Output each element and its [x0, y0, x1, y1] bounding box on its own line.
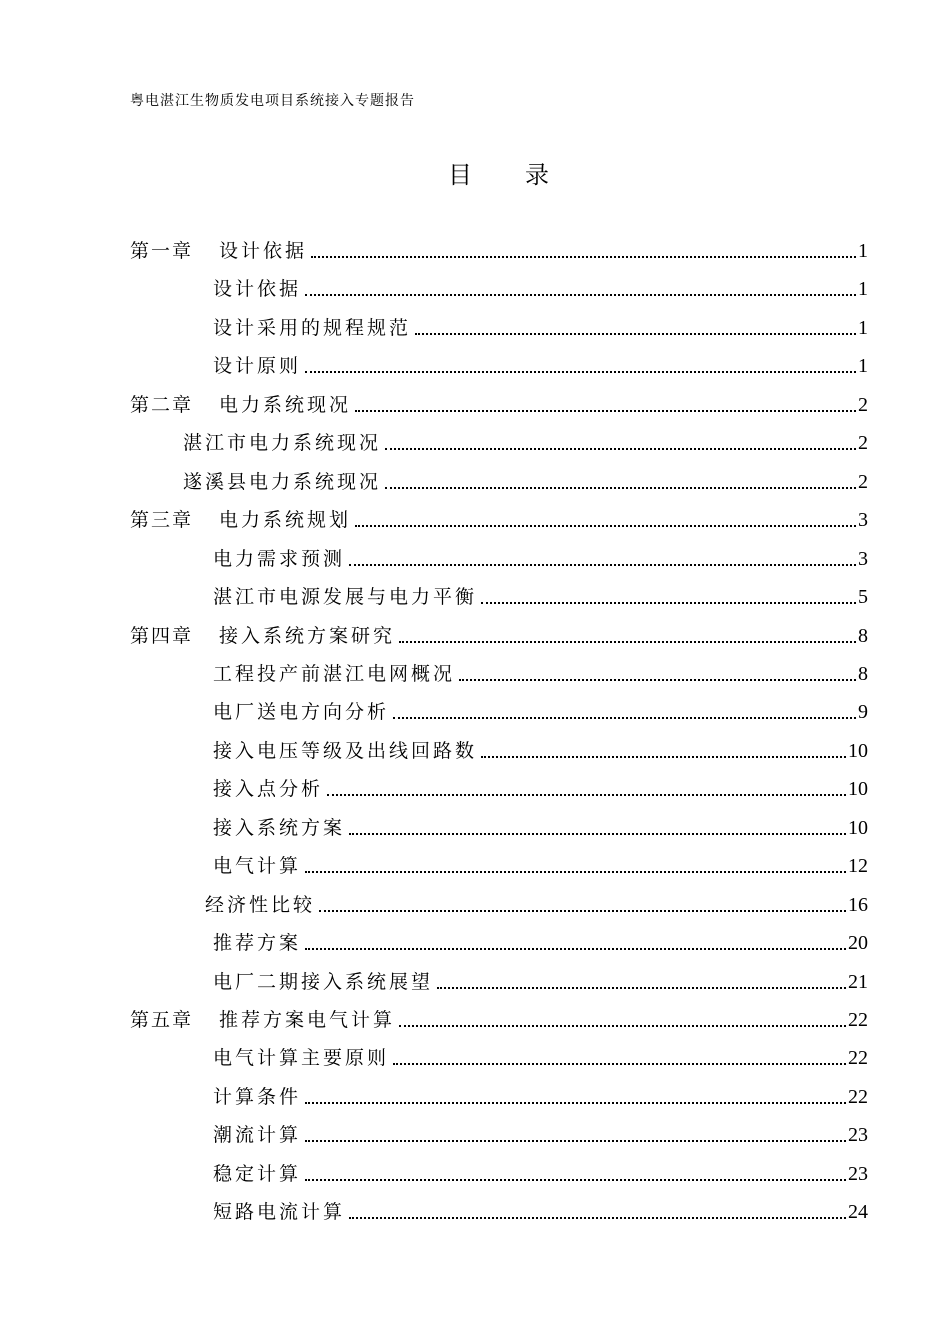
- toc-title-char-2: 录: [525, 161, 549, 189]
- toc-page-number: 3: [858, 509, 868, 532]
- toc-entry-title: 电气计算: [213, 855, 302, 878]
- toc-section-entry[interactable]: [213, 535, 868, 573]
- toc-entry-title: 设计原则: [213, 355, 302, 378]
- toc-section-entry[interactable]: [213, 1188, 868, 1226]
- toc-page-number: 2: [858, 470, 868, 493]
- toc-dot-leader: [305, 948, 846, 950]
- toc-page-number: 22: [848, 1047, 868, 1070]
- toc-page-number: 10: [848, 778, 868, 801]
- toc-dot-leader: [355, 525, 856, 527]
- toc-entry-title: 电力系统规划: [219, 509, 352, 532]
- toc-page-number: 8: [858, 624, 868, 647]
- toc-page-number: 10: [848, 739, 868, 762]
- toc-chapter-number: 第四章: [130, 624, 194, 647]
- toc-page-number: 1: [858, 240, 868, 262]
- toc-section-entry[interactable]: [213, 958, 868, 996]
- toc-section-entry[interactable]: [205, 881, 868, 919]
- toc-entry-title: 接入点分析: [213, 778, 324, 801]
- toc-page-number: 1: [858, 278, 868, 301]
- toc-entry-title: 电气计算主要原则: [213, 1047, 390, 1070]
- toc-entry-title: 计算条件: [213, 1085, 302, 1108]
- toc-page-number: 3: [858, 547, 868, 570]
- toc-entry-title: 电厂二期接入系统展望: [213, 970, 434, 993]
- toc-dot-leader: [355, 410, 856, 412]
- toc-entry-title: 稳定计算: [213, 1162, 302, 1185]
- toc-section-entry[interactable]: [183, 458, 868, 496]
- toc-dot-leader: [311, 256, 856, 258]
- toc-chapter-entry[interactable]: [130, 496, 868, 534]
- toc-dot-leader: [327, 794, 846, 796]
- toc-page-number: 24: [848, 1201, 868, 1224]
- toc-entry-title: 推荐方案电气计算: [219, 1009, 396, 1031]
- toc-entry-title: 遂溪县电力系统现况: [183, 470, 382, 493]
- toc-dot-leader: [305, 1102, 846, 1104]
- toc-section-entry[interactable]: [213, 573, 868, 611]
- toc-page-number: 2: [858, 393, 868, 416]
- toc-dot-leader: [437, 987, 846, 989]
- toc-entry-title: 电厂送电方向分析: [213, 701, 390, 724]
- toc-chapter-entry[interactable]: [130, 612, 868, 650]
- toc-section-entry[interactable]: [213, 265, 868, 303]
- toc-entry-title: 潮流计算: [213, 1124, 302, 1147]
- toc-page-number: 2: [858, 432, 868, 455]
- toc-dot-leader: [415, 333, 856, 335]
- toc-dot-leader: [393, 1063, 846, 1065]
- toc-page-number: 8: [858, 662, 868, 685]
- toc-page-number: 22: [848, 1085, 868, 1108]
- toc-section-entry[interactable]: [213, 842, 868, 880]
- toc-entry-title: 电力需求预测: [213, 547, 346, 570]
- toc-page-number: 1: [858, 355, 868, 378]
- toc-section-entry[interactable]: [213, 1073, 868, 1111]
- toc-dot-leader: [305, 1179, 846, 1181]
- toc-entry-title: 接入系统方案: [213, 816, 346, 839]
- toc-page-number: 1: [858, 316, 868, 339]
- toc-page-number: 20: [848, 932, 868, 955]
- toc-entry-title: 接入电压等级及出线回路数: [213, 739, 478, 762]
- toc-chapter-number: 第二章: [130, 393, 194, 416]
- toc-entry-title: 设计采用的规程规范: [213, 316, 412, 339]
- toc-entry-title: 推荐方案: [213, 932, 302, 955]
- toc-dot-leader: [399, 1025, 846, 1027]
- toc-chapter-entry[interactable]: [130, 381, 868, 419]
- toc-page-number: 16: [848, 893, 868, 916]
- toc-chapter-number: 第一章: [130, 240, 194, 262]
- toc-page-number: 23: [848, 1124, 868, 1147]
- toc-entry-title: 经济性比较: [205, 893, 316, 916]
- toc-dot-leader: [349, 833, 846, 835]
- toc-dot-leader: [349, 1217, 846, 1219]
- toc-section-entry[interactable]: [213, 1111, 868, 1149]
- toc-page-number: 5: [858, 586, 868, 609]
- toc-page-number: 22: [848, 1009, 868, 1031]
- toc-entry-title: 工程投产前湛江电网概况: [213, 662, 456, 685]
- toc-title-char-1: 目: [448, 161, 472, 189]
- toc-dot-leader: [393, 717, 856, 719]
- toc-section-entry[interactable]: [213, 1034, 868, 1072]
- toc-dot-leader: [459, 679, 856, 681]
- toc-dot-leader: [385, 448, 856, 450]
- toc-section-entry[interactable]: [213, 765, 868, 803]
- toc-page-number: 21: [848, 970, 868, 993]
- toc-section-entry[interactable]: [213, 1150, 868, 1188]
- toc-entry-title: 湛江市电源发展与电力平衡: [213, 586, 478, 609]
- toc-entry-title: 设计依据: [219, 240, 308, 262]
- toc-entry-title: 短路电流计算: [213, 1201, 346, 1224]
- toc-dot-leader: [319, 910, 846, 912]
- toc-section-entry[interactable]: [213, 650, 868, 688]
- toc-dot-leader: [305, 1140, 846, 1142]
- toc-dot-leader: [305, 871, 846, 873]
- toc-page-number: 23: [848, 1162, 868, 1185]
- toc-section-entry[interactable]: [183, 419, 868, 457]
- toc-dot-leader: [385, 487, 856, 489]
- toc-section-entry[interactable]: [213, 804, 868, 842]
- toc-entry-title: 湛江市电力系统现况: [183, 432, 382, 455]
- toc-dot-leader: [481, 756, 846, 758]
- toc-chapter-number: 第五章: [130, 1009, 194, 1031]
- toc-dot-leader: [481, 602, 856, 604]
- toc-entry-title: 电力系统现况: [219, 393, 352, 416]
- running-header: 粤电湛江生物质发电项目系统接入专题报告: [130, 93, 415, 109]
- toc-page-number: 9: [858, 701, 868, 724]
- toc-dot-leader: [305, 294, 856, 296]
- toc-title: [0, 158, 950, 192]
- toc-entry-title: 接入系统方案研究: [219, 624, 396, 647]
- toc-section-entry[interactable]: [213, 304, 868, 342]
- toc-section-entry[interactable]: [213, 919, 868, 957]
- toc-dot-leader: [349, 564, 856, 566]
- toc-section-entry[interactable]: [213, 688, 868, 726]
- toc-section-entry[interactable]: [213, 342, 868, 380]
- toc-entry-title: 设计依据: [213, 278, 302, 301]
- toc-dot-leader: [305, 371, 856, 373]
- toc-chapter-entry[interactable]: [130, 227, 868, 265]
- toc-section-entry[interactable]: [213, 727, 868, 765]
- toc-dot-leader: [399, 641, 856, 643]
- toc-page-number: 10: [848, 816, 868, 839]
- toc-chapter-entry[interactable]: [130, 996, 868, 1034]
- toc-page-number: 12: [848, 855, 868, 878]
- toc-chapter-number: 第三章: [130, 509, 194, 532]
